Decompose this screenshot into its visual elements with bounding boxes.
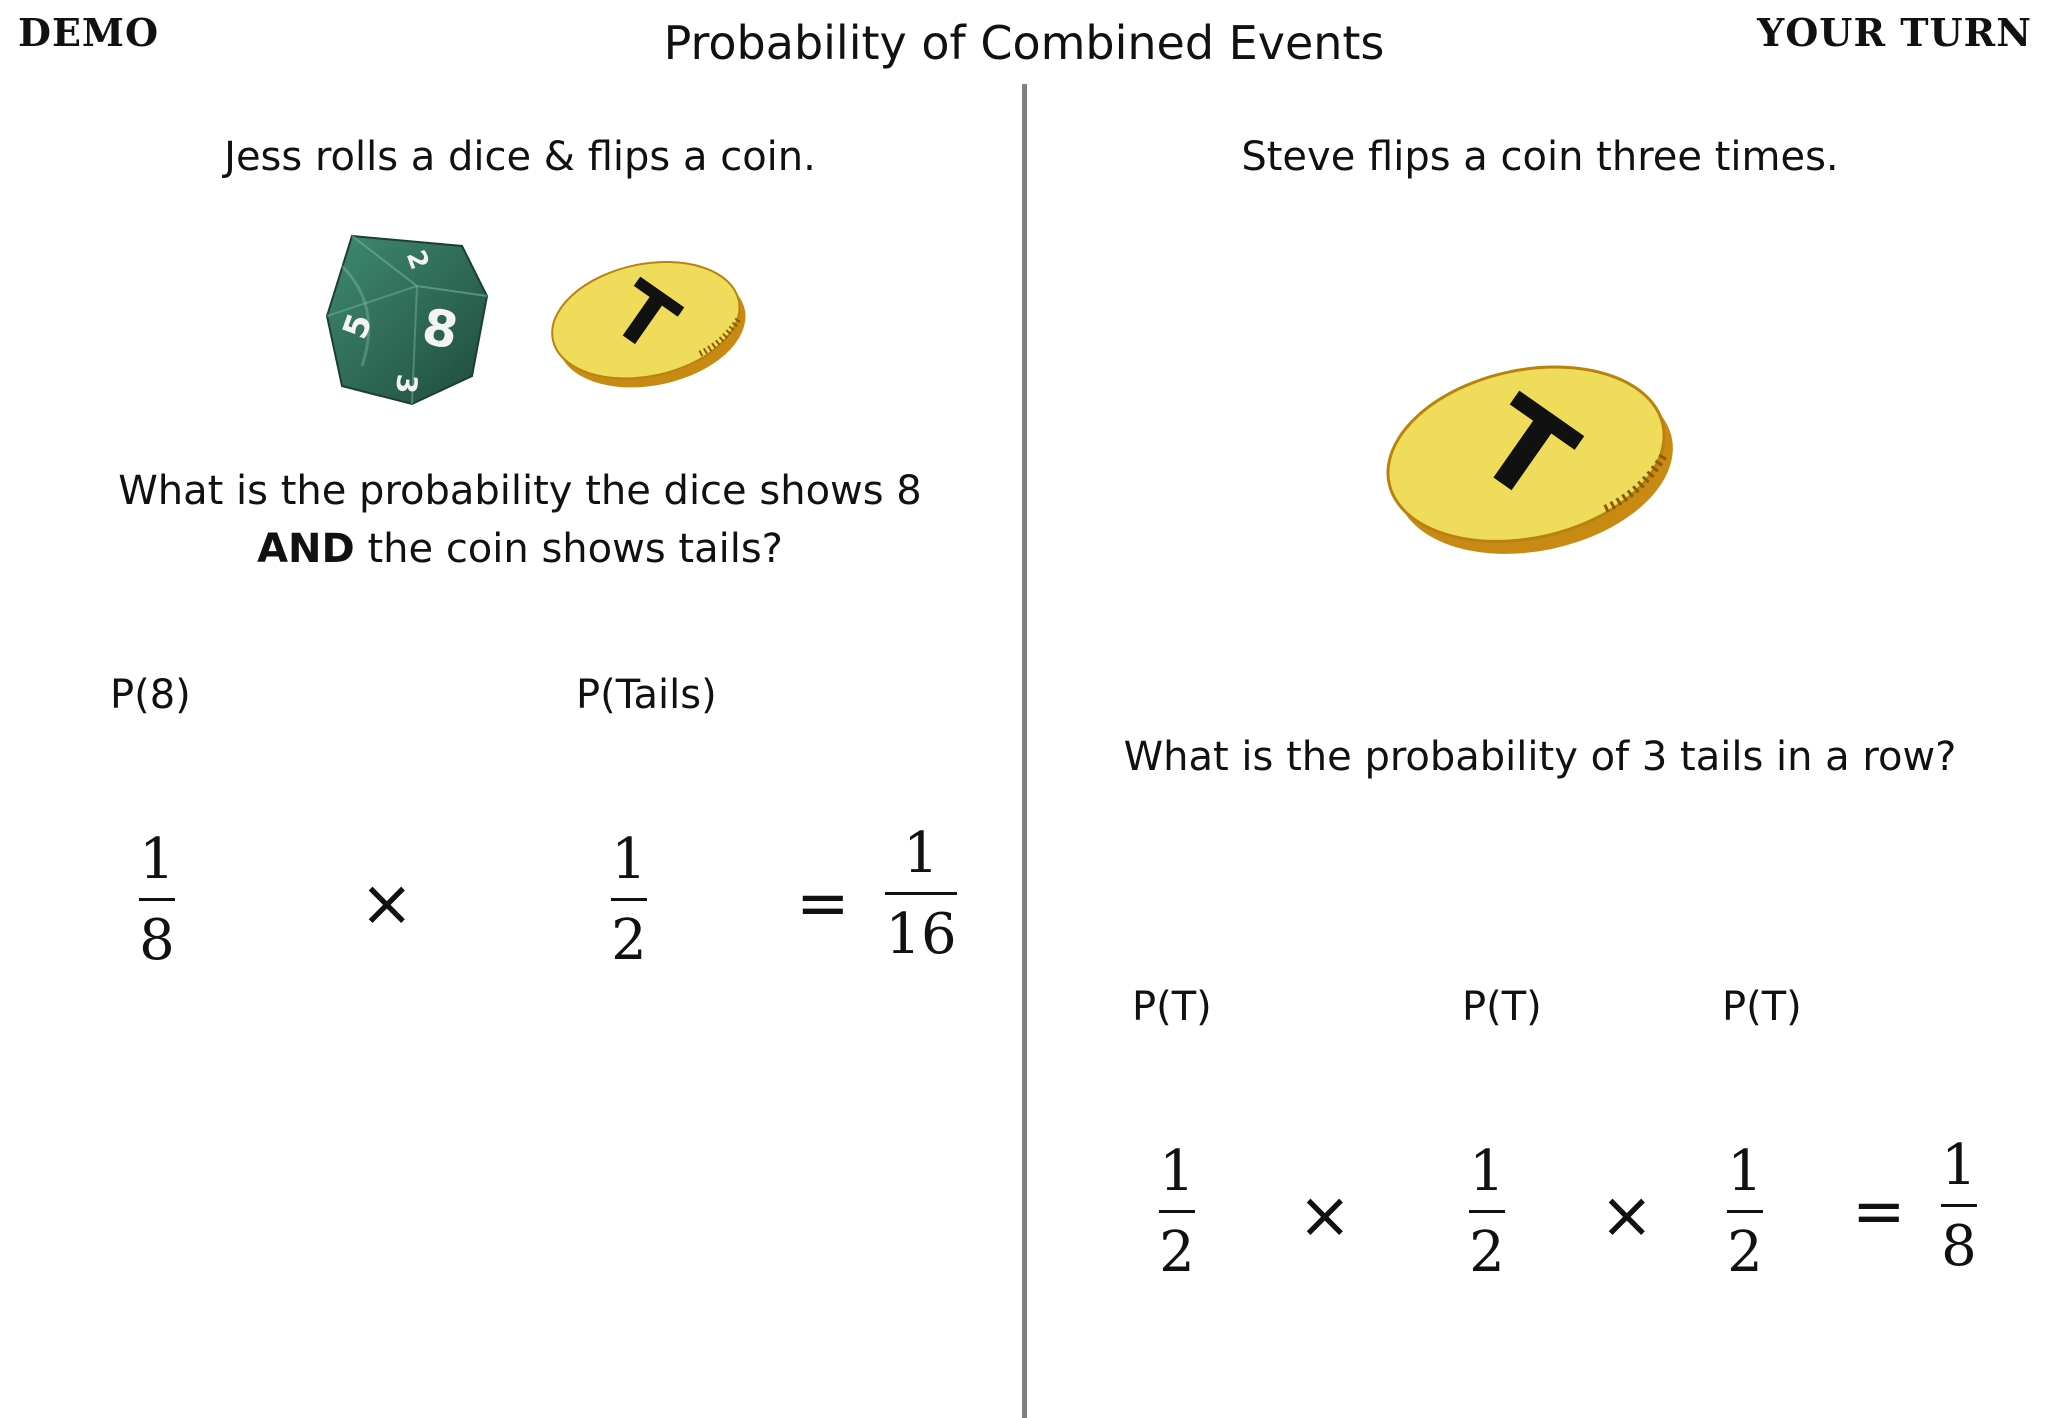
fraction-denominator: 2 (1159, 1220, 1195, 1285)
fraction-bar (1941, 1204, 1977, 1207)
your-turn-label-pt-1: P(T) (1132, 984, 1212, 1030)
coin-icon-large (1372, 344, 1682, 564)
fraction-numerator: 1 (611, 827, 647, 892)
demo-label-p8: P(8) (110, 672, 191, 718)
dice-face-2: 2 (399, 246, 435, 274)
fraction-numerator: 1 (1159, 1139, 1195, 1204)
demo-tag: DEMO (18, 10, 160, 55)
dice-icon (322, 226, 492, 406)
your-turn-question: What is the probability of 3 tails in a row? (1123, 734, 1957, 780)
dice-face-5: 5 (335, 308, 381, 345)
your-turn-times-1: × (1298, 1179, 1352, 1253)
demo-fraction-1 (112, 827, 202, 973)
demo-question (40, 462, 1000, 578)
coin-letter: T (1453, 370, 1599, 530)
fraction-numerator: 1 (139, 827, 175, 892)
demo-question-rest: the coin shows tails? (367, 526, 783, 572)
fraction-denominator: 2 (611, 908, 647, 973)
center-divider (1022, 84, 1027, 1418)
demo-question-and: AND (257, 526, 355, 572)
your-turn-times-2: × (1600, 1179, 1654, 1253)
your-turn-fraction-1 (1132, 1139, 1222, 1285)
your-turn-fraction-3 (1700, 1139, 1790, 1285)
your-turn-fraction-2 (1442, 1139, 1532, 1285)
fraction-bar (611, 898, 647, 901)
fraction-denominator: 8 (1941, 1214, 1977, 1279)
coin-letter: T (595, 263, 694, 372)
demo-fraction-2 (584, 827, 674, 973)
your-turn-tag: YOUR TURN (1757, 10, 2032, 55)
your-turn-label-pt-3: P(T) (1722, 984, 1802, 1030)
demo-label-ptails: P(Tails) (576, 672, 717, 718)
demo-times-1: × (360, 867, 414, 941)
fraction-numerator: 1 (1727, 1139, 1763, 1204)
demo-intro: Jess rolls a dice & flips a coin. (224, 134, 816, 180)
dice-face-8: 8 (418, 297, 463, 361)
your-turn-intro: Steve flips a coin three times. (1241, 134, 1839, 180)
fraction-numerator: 1 (1469, 1139, 1505, 1204)
fraction-denominator: 8 (139, 908, 175, 973)
fraction-denominator: 2 (1727, 1220, 1763, 1285)
demo-equals: = (796, 867, 850, 941)
fraction-bar (885, 892, 957, 895)
fraction-numerator: 1 (903, 821, 939, 886)
fraction-bar (1159, 1210, 1195, 1213)
dice-face-3: 3 (389, 372, 424, 396)
demo-result (876, 821, 966, 967)
coin-icon (542, 246, 752, 396)
demo-question-line1: What is the probability the dice shows 8 (118, 468, 922, 514)
page-title: Probability of Combined Events (663, 16, 1385, 70)
fraction-bar (139, 898, 175, 901)
fraction-numerator: 1 (1941, 1133, 1977, 1198)
your-turn-result (1914, 1133, 2004, 1279)
your-turn-label-pt-2: P(T) (1462, 984, 1542, 1030)
fraction-bar (1469, 1210, 1505, 1213)
fraction-bar (1727, 1210, 1763, 1213)
fraction-denominator: 2 (1469, 1220, 1505, 1285)
fraction-denominator: 16 (885, 902, 957, 967)
your-turn-equals: = (1852, 1175, 1906, 1249)
